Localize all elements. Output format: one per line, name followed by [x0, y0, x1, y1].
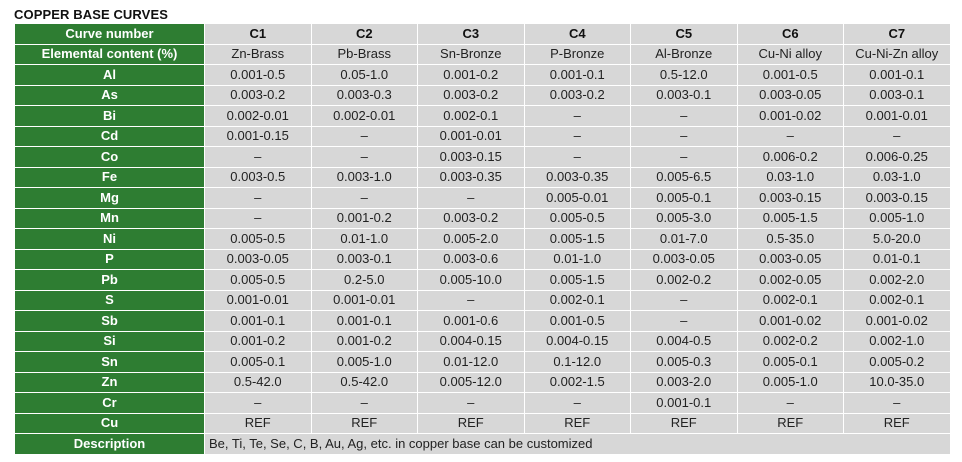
table-cell: 0.001-0.2: [311, 331, 418, 352]
table-cell: 0.003-0.15: [418, 147, 525, 168]
table-cell: 0.005-3.0: [631, 208, 738, 229]
table-cell: 0.005-0.2: [844, 352, 951, 373]
table-cell: 0.002-0.1: [418, 106, 525, 127]
table-cell: 0.01-1.0: [311, 229, 418, 250]
table-cell: 0.005-10.0: [418, 270, 525, 291]
table-row: [15, 126, 951, 147]
table-cell: 0.001-0.2: [205, 331, 312, 352]
table-cell: 0.003-2.0: [631, 372, 738, 393]
table-cell: REF: [844, 413, 951, 434]
element-label: Sb: [15, 311, 205, 332]
table-cell: 0.01-12.0: [418, 352, 525, 373]
table-cell: 0.003-0.2: [418, 208, 525, 229]
table-row: [15, 270, 951, 291]
table-cell: 0.003-0.35: [418, 167, 525, 188]
table-cell: 0.003-0.15: [844, 188, 951, 209]
table-cell: 0.004-0.5: [631, 331, 738, 352]
column-header: C1: [205, 24, 312, 45]
column-header: C2: [311, 24, 418, 45]
table-cell: 0.001-0.5: [524, 311, 631, 332]
table-cell: 0.006-0.25: [844, 147, 951, 168]
table-cell: 0.005-0.01: [524, 188, 631, 209]
element-label: Cr: [15, 393, 205, 414]
description-row: [15, 434, 951, 455]
table-cell: 0.2-5.0: [311, 270, 418, 291]
copper-base-curves-table: [14, 23, 951, 455]
table-row: [15, 413, 951, 434]
element-label: Cu: [15, 413, 205, 434]
table-cell: 0.005-0.1: [737, 352, 844, 373]
subheader-row: [15, 44, 951, 65]
description-label: Description: [15, 434, 205, 455]
column-header: C3: [418, 24, 525, 45]
table-row: [15, 167, 951, 188]
table-cell: REF: [205, 413, 312, 434]
table-cell: 0.005-0.3: [631, 352, 738, 373]
element-label: S: [15, 290, 205, 311]
table-cell: 0.002-0.05: [737, 270, 844, 291]
table-cell: –: [418, 290, 525, 311]
table-cell: 0.005-1.0: [737, 372, 844, 393]
table-cell: 0.002-1.5: [524, 372, 631, 393]
table-cell: 0.005-0.5: [524, 208, 631, 229]
table-cell: –: [311, 393, 418, 414]
table-body: [15, 65, 951, 434]
table-cell: –: [524, 126, 631, 147]
table-cell: 0.5-35.0: [737, 229, 844, 250]
element-label: As: [15, 85, 205, 106]
table-cell: –: [631, 311, 738, 332]
table-cell: 0.005-2.0: [418, 229, 525, 250]
table-cell: –: [737, 126, 844, 147]
table-cell: –: [311, 147, 418, 168]
table-cell: 0.001-0.01: [418, 126, 525, 147]
table-cell: 0.5-12.0: [631, 65, 738, 86]
table-cell: 0.003-1.0: [311, 167, 418, 188]
table-cell: 0.005-0.5: [205, 229, 312, 250]
table-cell: 0.001-0.15: [205, 126, 312, 147]
table-cell: 0.005-1.5: [737, 208, 844, 229]
column-header: C5: [631, 24, 738, 45]
table-cell: 0.005-0.5: [205, 270, 312, 291]
table-cell: 0.001-0.5: [205, 65, 312, 86]
table-cell: 0.002-0.1: [844, 290, 951, 311]
alloy-name: Pb-Brass: [311, 44, 418, 65]
table-cell: 0.001-0.1: [311, 311, 418, 332]
table-cell: 0.005-0.1: [631, 188, 738, 209]
table-cell: 0.005-6.5: [631, 167, 738, 188]
table-cell: 0.002-0.1: [737, 290, 844, 311]
table-cell: 0.003-0.1: [311, 249, 418, 270]
table-cell: 0.03-1.0: [844, 167, 951, 188]
description-text: Be, Ti, Te, Se, C, B, Au, Ag, etc. in copper base can be customized: [205, 434, 951, 455]
table-cell: 0.001-0.1: [524, 65, 631, 86]
table-cell: 0.01-7.0: [631, 229, 738, 250]
element-label: Si: [15, 331, 205, 352]
table-cell: 0.003-0.05: [205, 249, 312, 270]
table-cell: 0.005-1.0: [844, 208, 951, 229]
table-cell: 0.001-0.02: [737, 106, 844, 127]
table-cell: 0.001-0.2: [418, 65, 525, 86]
table-cell: REF: [524, 413, 631, 434]
element-label: P: [15, 249, 205, 270]
table-cell: 0.5-42.0: [205, 372, 312, 393]
table-row: [15, 249, 951, 270]
element-label: Pb: [15, 270, 205, 291]
table-cell: –: [631, 147, 738, 168]
table-cell: 0.002-0.1: [524, 290, 631, 311]
table-cell: REF: [311, 413, 418, 434]
table-cell: –: [844, 126, 951, 147]
table-cell: 0.002-0.01: [311, 106, 418, 127]
table-cell: 0.003-0.3: [311, 85, 418, 106]
table-cell: 0.003-0.1: [844, 85, 951, 106]
column-header: C7: [844, 24, 951, 45]
elemental-content-header: Elemental content (%): [15, 44, 205, 65]
table-cell: 0.001-0.01: [205, 290, 312, 311]
table-cell: –: [524, 147, 631, 168]
element-label: Sn: [15, 352, 205, 373]
table-cell: –: [311, 126, 418, 147]
table-row: [15, 311, 951, 332]
element-label: Fe: [15, 167, 205, 188]
table-cell: –: [631, 106, 738, 127]
table-cell: 0.002-0.01: [205, 106, 312, 127]
table-cell: –: [631, 126, 738, 147]
table-cell: 0.001-0.1: [844, 65, 951, 86]
table-cell: 5.0-20.0: [844, 229, 951, 250]
alloy-name: Cu-Ni-Zn alloy: [844, 44, 951, 65]
table-cell: 0.002-1.0: [844, 331, 951, 352]
table-cell: 0.003-0.35: [524, 167, 631, 188]
table-cell: 0.003-0.2: [205, 85, 312, 106]
table-cell: –: [737, 393, 844, 414]
table-row: [15, 393, 951, 414]
table-cell: 0.05-1.0: [311, 65, 418, 86]
table-cell: 0.003-0.15: [737, 188, 844, 209]
table-cell: 0.003-0.2: [524, 85, 631, 106]
table-cell: 0.01-1.0: [524, 249, 631, 270]
table-cell: 0.001-0.02: [844, 311, 951, 332]
table-cell: 0.001-0.01: [844, 106, 951, 127]
table-row: [15, 352, 951, 373]
table-cell: 0.001-0.5: [737, 65, 844, 86]
element-label: Mg: [15, 188, 205, 209]
element-label: Ni: [15, 229, 205, 250]
alloy-name: Zn-Brass: [205, 44, 312, 65]
element-label: Cd: [15, 126, 205, 147]
table-cell: 0.03-1.0: [737, 167, 844, 188]
table-row: [15, 331, 951, 352]
element-label: Mn: [15, 208, 205, 229]
table-cell: 0.004-0.15: [524, 331, 631, 352]
table-cell: 0.001-0.6: [418, 311, 525, 332]
table-row: [15, 147, 951, 168]
table-cell: 0.003-0.05: [737, 249, 844, 270]
table-row: [15, 85, 951, 106]
table-cell: 0.002-0.2: [737, 331, 844, 352]
table-row: [15, 372, 951, 393]
table-cell: REF: [737, 413, 844, 434]
table-row: [15, 208, 951, 229]
table-cell: 0.003-0.05: [737, 85, 844, 106]
table-cell: –: [205, 147, 312, 168]
table-cell: –: [205, 208, 312, 229]
table-row: [15, 65, 951, 86]
table-cell: –: [418, 188, 525, 209]
table-cell: 0.005-1.5: [524, 270, 631, 291]
table-cell: 0.001-0.2: [311, 208, 418, 229]
table-cell: 0.001-0.1: [631, 393, 738, 414]
element-label: Bi: [15, 106, 205, 127]
table-row: [15, 229, 951, 250]
table-cell: 10.0-35.0: [844, 372, 951, 393]
table-row: [15, 106, 951, 127]
table-row: [15, 188, 951, 209]
table-cell: –: [418, 393, 525, 414]
curve-number-header: Curve number: [15, 24, 205, 45]
alloy-name: Al-Bronze: [631, 44, 738, 65]
table-cell: 0.003-0.05: [631, 249, 738, 270]
table-cell: –: [205, 393, 312, 414]
table-cell: REF: [418, 413, 525, 434]
alloy-name: P-Bronze: [524, 44, 631, 65]
table-row: [15, 290, 951, 311]
table-cell: REF: [631, 413, 738, 434]
table-cell: 0.005-12.0: [418, 372, 525, 393]
column-header: C4: [524, 24, 631, 45]
element-label: Co: [15, 147, 205, 168]
table-cell: –: [205, 188, 312, 209]
table-cell: 0.006-0.2: [737, 147, 844, 168]
header-row: [15, 24, 951, 45]
table-cell: 0.005-1.5: [524, 229, 631, 250]
table-cell: –: [311, 188, 418, 209]
table-cell: 0.003-0.5: [205, 167, 312, 188]
table-cell: 0.003-0.1: [631, 85, 738, 106]
table-cell: 0.001-0.1: [205, 311, 312, 332]
table-cell: 0.005-1.0: [311, 352, 418, 373]
table-cell: 0.001-0.02: [737, 311, 844, 332]
table-cell: 0.5-42.0: [311, 372, 418, 393]
table-cell: 0.1-12.0: [524, 352, 631, 373]
table-cell: –: [844, 393, 951, 414]
table-cell: 0.001-0.01: [311, 290, 418, 311]
alloy-name: Sn-Bronze: [418, 44, 525, 65]
alloy-name: Cu-Ni alloy: [737, 44, 844, 65]
table-cell: 0.01-0.1: [844, 249, 951, 270]
element-label: Al: [15, 65, 205, 86]
page-title: COPPER BASE CURVES: [14, 7, 168, 22]
table-cell: 0.003-0.2: [418, 85, 525, 106]
table-cell: 0.005-0.1: [205, 352, 312, 373]
table-cell: 0.003-0.6: [418, 249, 525, 270]
table-cell: 0.002-0.2: [631, 270, 738, 291]
column-header: C6: [737, 24, 844, 45]
element-label: Zn: [15, 372, 205, 393]
table-cell: –: [524, 106, 631, 127]
table-cell: 0.004-0.15: [418, 331, 525, 352]
table-cell: –: [524, 393, 631, 414]
table-cell: 0.002-2.0: [844, 270, 951, 291]
table-cell: –: [631, 290, 738, 311]
